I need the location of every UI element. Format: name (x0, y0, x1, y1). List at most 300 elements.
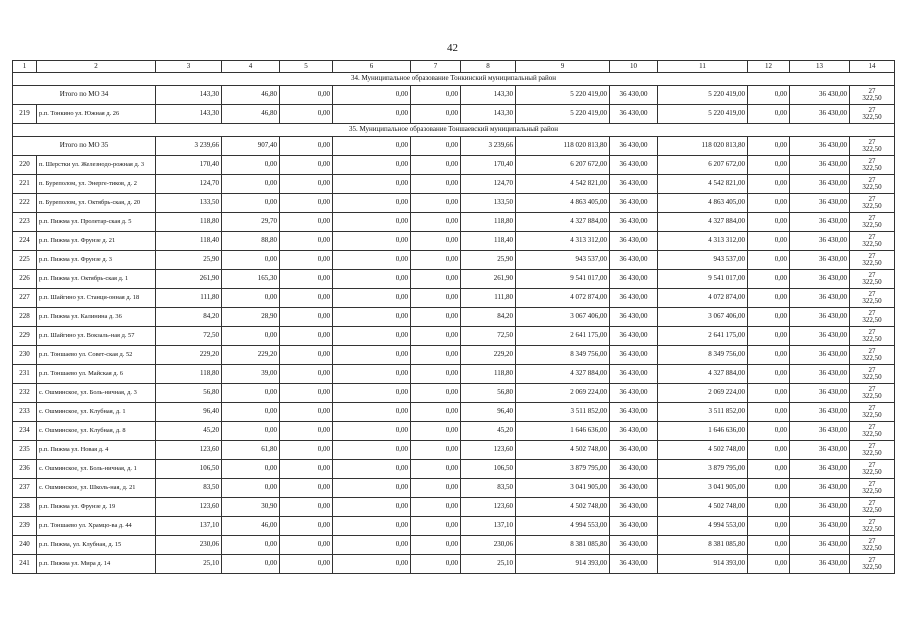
table-row (13, 175, 895, 194)
cell-line: 27 (868, 423, 876, 432)
row-number: 221 (13, 175, 37, 194)
cell-line: 27 (868, 518, 876, 527)
cell: 0,00 (411, 479, 461, 498)
cell: 0,00 (280, 213, 333, 232)
cell: 0,00 (748, 498, 790, 517)
table-row (13, 460, 895, 479)
cell: 1 646 636,00 (516, 422, 610, 441)
cell: 4 502 748,00 (658, 441, 748, 460)
cell: 36 430,00 (610, 194, 658, 213)
address-cell: р.п. Пижма ул. Пролетар-ская д. 5 (37, 213, 156, 232)
cell-col-14 (850, 194, 895, 213)
cell: 0,00 (748, 213, 790, 232)
cell-line: 322,50 (862, 164, 882, 172)
cell-col-14 (850, 175, 895, 194)
cell: 137,10 (461, 517, 516, 536)
row-number: 233 (13, 403, 37, 422)
row-number: 237 (13, 479, 37, 498)
cell: 2 069 224,00 (658, 384, 748, 403)
cell-line: 322,50 (862, 563, 882, 571)
address-cell: р.п. Тоншаево ул. Совет-ская д. 52 (37, 346, 156, 365)
row-number: 225 (13, 251, 37, 270)
cell: 9 541 017,00 (658, 270, 748, 289)
row-number: 228 (13, 308, 37, 327)
cell: 36 430,00 (610, 498, 658, 517)
page-number: 42 (447, 42, 458, 54)
cell: 84,20 (156, 308, 222, 327)
cell-col-14 (850, 384, 895, 403)
address-cell: р.п. Пижма ул. Фрунзе д. 3 (37, 251, 156, 270)
address-cell: с. Ошминское, ул. Клубная, д. 1 (37, 403, 156, 422)
cell: 0,00 (333, 86, 411, 105)
cell: 36 430,00 (610, 517, 658, 536)
row-number: 241 (13, 555, 37, 574)
row-number: 231 (13, 365, 37, 384)
cell-col-14 (850, 536, 895, 555)
cell: 3 239,66 (156, 137, 222, 156)
cell: 28,90 (222, 308, 280, 327)
cell: 0,00 (222, 251, 280, 270)
cell: 0,00 (748, 536, 790, 555)
cell: 0,00 (411, 232, 461, 251)
cell: 5 220 419,00 (658, 105, 748, 124)
cell: 36 430,00 (790, 156, 850, 175)
column-header: 9 (516, 61, 610, 73)
cell: 111,80 (156, 289, 222, 308)
cell-line: 27 (868, 499, 876, 508)
cell: 39,00 (222, 365, 280, 384)
cell-col-14 (850, 327, 895, 346)
column-header: 3 (156, 61, 222, 73)
cell-line: 322,50 (862, 430, 882, 438)
cell: 8 349 756,00 (516, 346, 610, 365)
cell: 36 430,00 (610, 365, 658, 384)
cell: 0,00 (333, 308, 411, 327)
cell: 0,00 (748, 555, 790, 574)
cell: 0,00 (333, 251, 411, 270)
address-cell: п. Буреполом, ул. Октябрь-ская, д. 20 (37, 194, 156, 213)
row-number: 236 (13, 460, 37, 479)
cell: 118,80 (156, 213, 222, 232)
cell: 0,00 (222, 384, 280, 403)
cell: 8 381 085,80 (658, 536, 748, 555)
cell: 0,00 (280, 536, 333, 555)
cell-line: 322,50 (862, 373, 882, 381)
cell: 914 393,00 (516, 555, 610, 574)
cell: 0,00 (280, 555, 333, 574)
address-cell: р.п. Пижма ул. Калинина д. 36 (37, 308, 156, 327)
address-cell: р.п. Пижма ул. Октябрь-ская д. 1 (37, 270, 156, 289)
cell: 36 430,00 (790, 327, 850, 346)
cell: 36 430,00 (790, 175, 850, 194)
cell: 943 537,00 (658, 251, 748, 270)
address-cell: р.п. Пижма ул. Фрунзе д. 21 (37, 232, 156, 251)
cell: 0,00 (411, 422, 461, 441)
cell: 5 220 419,00 (516, 86, 610, 105)
cell-col-14 (850, 86, 895, 105)
cell: 36 430,00 (610, 270, 658, 289)
cell-line: 322,50 (862, 240, 882, 248)
cell: 8 349 756,00 (658, 346, 748, 365)
cell: 3 067 406,00 (516, 308, 610, 327)
table-row (13, 498, 895, 517)
cell-line: 27 (868, 404, 876, 413)
cell: 123,60 (156, 498, 222, 517)
cell: 0,00 (411, 105, 461, 124)
cell-col-14 (850, 441, 895, 460)
cell: 0,00 (222, 536, 280, 555)
cell: 165,30 (222, 270, 280, 289)
cell: 0,00 (333, 270, 411, 289)
cell: 36 430,00 (610, 460, 658, 479)
cell: 0,00 (748, 175, 790, 194)
cell-line: 27 (868, 461, 876, 470)
cell: 0,00 (748, 156, 790, 175)
row-number: 223 (13, 213, 37, 232)
cell: 0,00 (411, 175, 461, 194)
row-number: 227 (13, 289, 37, 308)
cell-line: 322,50 (862, 297, 882, 305)
cell-col-14 (850, 156, 895, 175)
cell: 36 430,00 (790, 384, 850, 403)
cell: 30,90 (222, 498, 280, 517)
cell: 0,00 (333, 460, 411, 479)
cell-col-14 (850, 308, 895, 327)
cell: 0,00 (748, 422, 790, 441)
cell: 0,00 (333, 105, 411, 124)
cell: 0,00 (411, 156, 461, 175)
total-row (13, 86, 895, 105)
cell-col-14 (850, 555, 895, 574)
cell: 0,00 (411, 194, 461, 213)
cell: 0,00 (280, 327, 333, 346)
address-cell: с. Ошминское, ул. Боль-ничная, д. 1 (37, 460, 156, 479)
cell: 36 430,00 (610, 422, 658, 441)
table-row (13, 517, 895, 536)
cell: 143,30 (461, 105, 516, 124)
cell: 2 069 224,00 (516, 384, 610, 403)
cell-col-14 (850, 479, 895, 498)
address-cell: р.п. Шайгино ул. Станци-онная д. 18 (37, 289, 156, 308)
cell: 36 430,00 (790, 213, 850, 232)
table-row (13, 365, 895, 384)
cell: 0,00 (411, 365, 461, 384)
table-row (13, 289, 895, 308)
table-row (13, 384, 895, 403)
cell: 0,00 (333, 289, 411, 308)
row-number: 239 (13, 517, 37, 536)
cell-col-14 (850, 422, 895, 441)
cell: 137,10 (156, 517, 222, 536)
cell: 4 542 821,00 (516, 175, 610, 194)
cell-line: 322,50 (862, 468, 882, 476)
address-cell: с. Ошминское, ул. Клубная, д. 8 (37, 422, 156, 441)
cell: 56,80 (461, 384, 516, 403)
cell: 143,30 (156, 86, 222, 105)
cell: 36 430,00 (610, 137, 658, 156)
table-row (13, 194, 895, 213)
cell: 0,00 (333, 213, 411, 232)
table-row (13, 479, 895, 498)
cell-line: 27 (868, 87, 876, 96)
cell: 118,80 (156, 365, 222, 384)
total-label: Итого по МО 35 (13, 137, 156, 156)
cell: 0,00 (280, 86, 333, 105)
cell: 88,80 (222, 232, 280, 251)
cell: 3 511 852,00 (658, 403, 748, 422)
cell-line: 322,50 (862, 411, 882, 419)
address-cell: р.п. Шайгино ул. Вокзаль-ная д. 57 (37, 327, 156, 346)
cell: 0,00 (280, 479, 333, 498)
cell: 36 430,00 (790, 251, 850, 270)
table-row (13, 403, 895, 422)
cell-line: 27 (868, 556, 876, 565)
column-header: 4 (222, 61, 280, 73)
cell-line: 27 (868, 328, 876, 337)
cell: 4 327 884,00 (658, 213, 748, 232)
total-row (13, 137, 895, 156)
cell: 0,00 (333, 403, 411, 422)
cell: 36 430,00 (610, 308, 658, 327)
cell: 36 430,00 (790, 536, 850, 555)
cell: 914 393,00 (658, 555, 748, 574)
cell: 83,50 (461, 479, 516, 498)
cell: 0,00 (411, 289, 461, 308)
cell-line: 27 (868, 252, 876, 261)
cell-line: 322,50 (862, 316, 882, 324)
cell: 0,00 (333, 517, 411, 536)
cell: 170,40 (461, 156, 516, 175)
cell: 36 430,00 (790, 232, 850, 251)
cell: 36 430,00 (610, 327, 658, 346)
cell: 106,50 (461, 460, 516, 479)
cell-line: 27 (868, 271, 876, 280)
cell-line: 322,50 (862, 259, 882, 267)
cell: 0,00 (222, 403, 280, 422)
cell-line: 27 (868, 157, 876, 166)
cell: 0,00 (222, 194, 280, 213)
column-header: 6 (333, 61, 411, 73)
header-row (13, 61, 895, 73)
cell: 0,00 (280, 251, 333, 270)
row-number: 240 (13, 536, 37, 555)
row-number: 220 (13, 156, 37, 175)
cell-line: 27 (868, 176, 876, 185)
cell: 0,00 (411, 498, 461, 517)
cell: 123,60 (461, 441, 516, 460)
cell: 0,00 (222, 422, 280, 441)
cell: 0,00 (748, 105, 790, 124)
cell: 0,00 (748, 479, 790, 498)
cell: 118,40 (461, 232, 516, 251)
cell: 36 430,00 (610, 289, 658, 308)
row-number: 238 (13, 498, 37, 517)
cell-line: 27 (868, 138, 876, 147)
cell-line: 322,50 (862, 506, 882, 514)
cell: 0,00 (280, 460, 333, 479)
cell: 36 430,00 (610, 479, 658, 498)
address-cell: р.п. Пижма ул. Фрунзе д. 19 (37, 498, 156, 517)
cell: 0,00 (333, 175, 411, 194)
cell: 0,00 (333, 479, 411, 498)
cell-line: 322,50 (862, 525, 882, 533)
cell: 36 430,00 (790, 105, 850, 124)
column-header: 1 (13, 61, 37, 73)
cell: 36 430,00 (610, 213, 658, 232)
column-header: 7 (411, 61, 461, 73)
cell: 36 430,00 (790, 86, 850, 105)
table-row (13, 536, 895, 555)
cell: 0,00 (280, 270, 333, 289)
table-row (13, 232, 895, 251)
column-header: 10 (610, 61, 658, 73)
cell: 4 327 884,00 (658, 365, 748, 384)
row-number: 219 (13, 105, 37, 124)
cell: 230,06 (461, 536, 516, 555)
address-cell: с. Ошминское, ул. Боль-ничная, д. 3 (37, 384, 156, 403)
cell: 0,00 (222, 327, 280, 346)
cell: 0,00 (748, 308, 790, 327)
cell-line: 322,50 (862, 487, 882, 495)
cell: 3 879 795,00 (516, 460, 610, 479)
cell: 0,00 (222, 460, 280, 479)
cell: 4 994 553,00 (658, 517, 748, 536)
row-number: 235 (13, 441, 37, 460)
cell: 36 430,00 (790, 289, 850, 308)
cell: 3 511 852,00 (516, 403, 610, 422)
cell-line: 27 (868, 480, 876, 489)
cell-line: 27 (868, 309, 876, 318)
cell: 84,20 (461, 308, 516, 327)
cell: 36 430,00 (610, 536, 658, 555)
cell: 111,80 (461, 289, 516, 308)
cell: 0,00 (411, 460, 461, 479)
cell: 0,00 (280, 441, 333, 460)
cell: 0,00 (280, 384, 333, 403)
cell: 0,00 (280, 365, 333, 384)
cell: 0,00 (411, 308, 461, 327)
cell: 0,00 (280, 346, 333, 365)
total-label: Итого по МО 34 (13, 86, 156, 105)
cell-line: 27 (868, 290, 876, 299)
address-cell: с. Ошминское, ул. Школь-ная, д. 21 (37, 479, 156, 498)
cell: 118,80 (461, 365, 516, 384)
cell: 124,70 (156, 175, 222, 194)
table-row (13, 105, 895, 124)
column-header: 11 (658, 61, 748, 73)
cell: 36 430,00 (610, 384, 658, 403)
row-number: 229 (13, 327, 37, 346)
address-cell: п. Шерстки ул. Железнодо-рожная д. 3 (37, 156, 156, 175)
column-header: 2 (37, 61, 156, 73)
address-cell: п. Буреполом, ул. Энерге-тиков, д. 2 (37, 175, 156, 194)
cell: 229,20 (156, 346, 222, 365)
cell: 0,00 (333, 536, 411, 555)
cell: 0,00 (748, 232, 790, 251)
cell-line: 27 (868, 347, 876, 356)
cell: 106,50 (156, 460, 222, 479)
cell: 36 430,00 (610, 346, 658, 365)
cell-col-14 (850, 365, 895, 384)
cell: 4 327 884,00 (516, 365, 610, 384)
table-row (13, 346, 895, 365)
cell: 0,00 (333, 441, 411, 460)
cell-col-14 (850, 289, 895, 308)
row-number: 224 (13, 232, 37, 251)
cell: 0,00 (411, 346, 461, 365)
cell: 0,00 (333, 346, 411, 365)
cell: 0,00 (333, 194, 411, 213)
cell: 133,50 (461, 194, 516, 213)
cell: 0,00 (748, 365, 790, 384)
cell: 170,40 (156, 156, 222, 175)
cell: 36 430,00 (790, 479, 850, 498)
cell: 4 863 405,00 (658, 194, 748, 213)
cell-line: 322,50 (862, 449, 882, 457)
cell: 3 239,66 (461, 137, 516, 156)
cell: 0,00 (748, 86, 790, 105)
cell: 25,10 (156, 555, 222, 574)
cell: 0,00 (280, 422, 333, 441)
cell-line: 322,50 (862, 221, 882, 229)
address-cell: р.п. Тоншаево ул. Майская д. 6 (37, 365, 156, 384)
column-header: 12 (748, 61, 790, 73)
cell: 0,00 (280, 289, 333, 308)
cell: 25,90 (156, 251, 222, 270)
cell: 0,00 (222, 175, 280, 194)
cell: 230,06 (156, 536, 222, 555)
cell: 36 430,00 (790, 441, 850, 460)
address-cell: р.п. Пижма ул. Новая д. 4 (37, 441, 156, 460)
cell-line: 322,50 (862, 354, 882, 362)
cell-line: 322,50 (862, 145, 882, 153)
row-number: 232 (13, 384, 37, 403)
cell: 0,00 (411, 137, 461, 156)
cell: 61,80 (222, 441, 280, 460)
cell-col-14 (850, 270, 895, 289)
cell: 0,00 (748, 137, 790, 156)
cell: 0,00 (333, 555, 411, 574)
cell-col-14 (850, 403, 895, 422)
cell: 0,00 (280, 156, 333, 175)
cell: 4 863 405,00 (516, 194, 610, 213)
cell: 0,00 (280, 175, 333, 194)
cell-line: 322,50 (862, 202, 882, 210)
cell-line: 27 (868, 537, 876, 546)
cell: 36 430,00 (790, 137, 850, 156)
cell: 0,00 (748, 384, 790, 403)
cell: 46,00 (222, 517, 280, 536)
cell-line: 27 (868, 195, 876, 204)
cell-col-14 (850, 232, 895, 251)
cell: 4 542 821,00 (658, 175, 748, 194)
cell: 72,50 (156, 327, 222, 346)
cell-col-14 (850, 498, 895, 517)
cell: 0,00 (748, 403, 790, 422)
cell: 1 646 636,00 (658, 422, 748, 441)
cell: 229,20 (461, 346, 516, 365)
cell-line: 322,50 (862, 113, 882, 121)
cell-line: 322,50 (862, 183, 882, 191)
cell: 36 430,00 (610, 86, 658, 105)
cell: 36 430,00 (790, 460, 850, 479)
cell: 0,00 (411, 251, 461, 270)
cell: 0,00 (222, 156, 280, 175)
cell: 4 313 312,00 (658, 232, 748, 251)
cell-line: 322,50 (862, 544, 882, 552)
cell: 0,00 (280, 517, 333, 536)
cell: 0,00 (411, 555, 461, 574)
